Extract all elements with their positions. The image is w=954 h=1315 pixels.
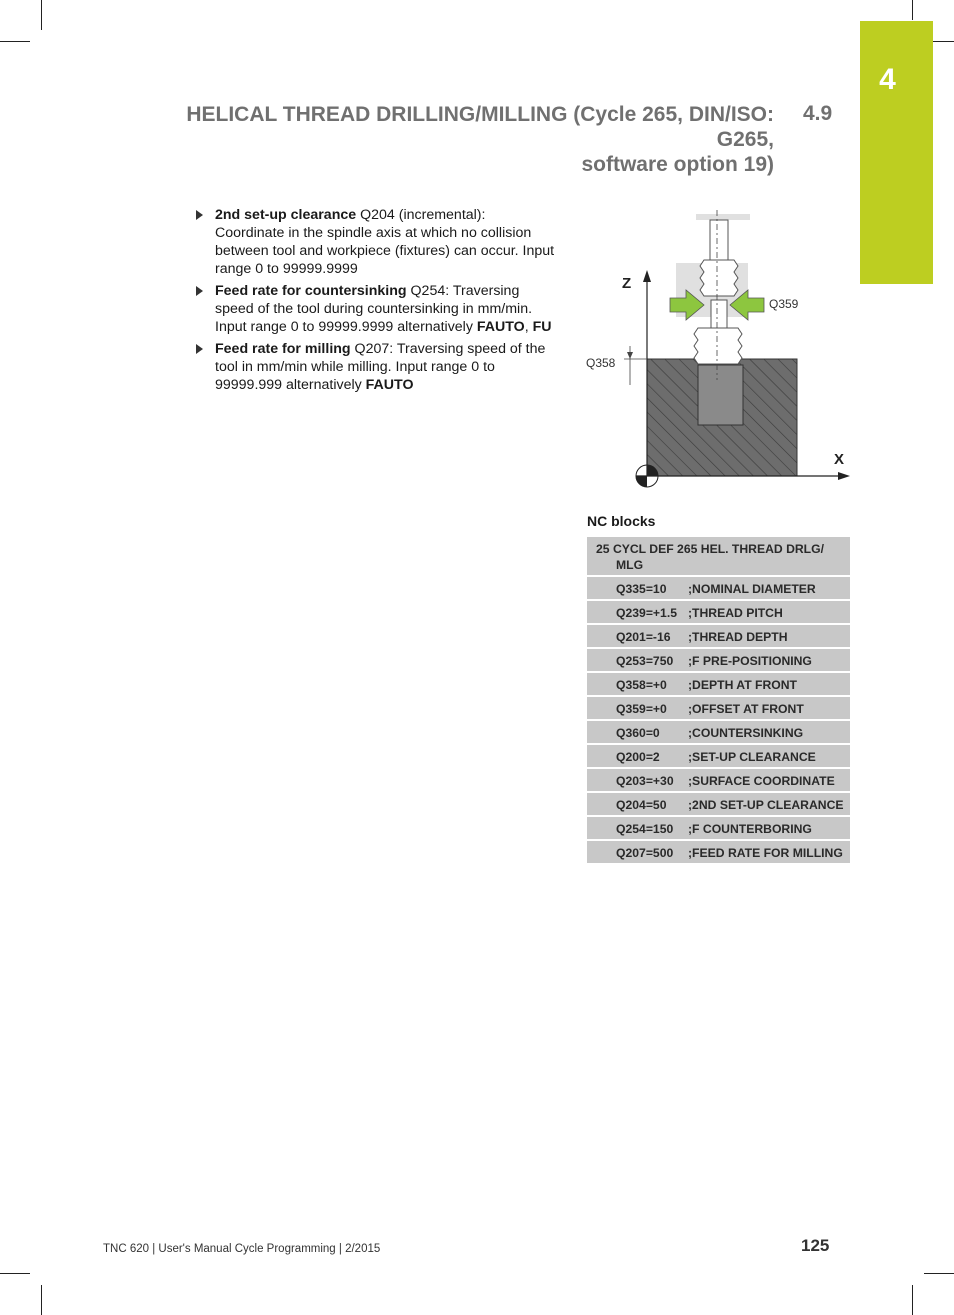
header-title-line2: software option 19) xyxy=(581,153,774,176)
nc-comment: ;DEPTH AT FRONT xyxy=(688,672,850,696)
x-axis-label: X xyxy=(834,451,845,468)
nc-code: Q359=+0 xyxy=(587,696,688,720)
table-row xyxy=(587,720,850,744)
crop-mark xyxy=(41,1285,42,1315)
page-number: 125 xyxy=(801,1236,830,1255)
figure-svg xyxy=(586,210,854,500)
nc-code: Q201=-16 xyxy=(587,624,688,648)
page-footer: TNC 620 | User's Manual Cycle Programming | 2/2015 xyxy=(103,1243,381,1255)
table-row xyxy=(587,792,850,816)
origin-quadrant xyxy=(636,476,647,487)
param-sep: , xyxy=(524,319,533,335)
nc-code: Q200=2 xyxy=(587,744,688,768)
param-option: FAUTO xyxy=(476,319,525,335)
param-name: 2nd set-up clearance xyxy=(215,207,357,223)
page-header-title xyxy=(134,102,774,177)
bullet-triangle-icon xyxy=(196,344,203,354)
bullet-triangle-icon xyxy=(196,286,203,296)
nc-comment: ;SET-UP CLEARANCE xyxy=(688,744,850,768)
nc-comment: ;NOMINAL DIAMETER xyxy=(688,576,850,600)
dim-arrow-icon xyxy=(627,352,633,359)
q358-label: Q358 xyxy=(586,356,616,370)
table-row xyxy=(587,537,850,576)
table-row xyxy=(587,744,850,768)
q359-label: Q359 xyxy=(769,297,799,311)
thread-cutter-upper xyxy=(700,260,738,296)
crop-mark xyxy=(924,1273,954,1274)
nc-comment: ;FEED RATE FOR MILLING xyxy=(688,840,850,864)
nc-comment: ;F COUNTERBORING xyxy=(688,816,850,840)
param-item xyxy=(196,340,556,394)
crop-mark xyxy=(912,1285,913,1315)
nc-code: Q360=0 xyxy=(587,720,688,744)
parameter-list xyxy=(196,206,556,398)
param-desc: Q254: Traversing speed of the tool during countersinking in mm/min. Input range 0 to 99999.9999 alternatively xyxy=(215,283,533,335)
table-row xyxy=(587,840,850,864)
nc-comment: ;2ND SET-UP CLEARANCE xyxy=(688,792,850,816)
nc-head-line2: MLG xyxy=(616,558,644,572)
table-row xyxy=(587,672,850,696)
nc-blocks-title: NC blocks xyxy=(587,513,656,529)
crop-mark xyxy=(41,0,42,30)
nc-code: Q253=750 xyxy=(587,648,688,672)
table-row xyxy=(587,576,850,600)
nc-code: Q203=+30 xyxy=(587,768,688,792)
nc-code: Q204=50 xyxy=(587,792,688,816)
nc-comment: ;F PRE-POSITIONING xyxy=(688,648,850,672)
nc-comment: ;THREAD DEPTH xyxy=(688,624,850,648)
bullet-triangle-icon xyxy=(196,210,203,220)
chapter-number: 4 xyxy=(879,63,896,96)
table-row xyxy=(587,624,850,648)
param-name: Feed rate for milling xyxy=(215,341,351,357)
param-name: Feed rate for countersinking xyxy=(215,283,407,299)
nc-code: Q239=+1.5 xyxy=(587,600,688,624)
param-item xyxy=(196,206,556,278)
thread-cutter-lower xyxy=(694,328,742,364)
crop-mark xyxy=(0,1273,30,1274)
table-row xyxy=(587,696,850,720)
crop-mark xyxy=(912,0,913,20)
nc-code: Q358=+0 xyxy=(587,672,688,696)
x-axis-arrow-icon xyxy=(838,472,850,480)
param-option: FAUTO xyxy=(365,377,414,393)
nc-code: Q254=150 xyxy=(587,816,688,840)
table-row xyxy=(587,648,850,672)
chapter-tab xyxy=(860,21,933,284)
z-axis-label: Z xyxy=(622,275,632,292)
table-row xyxy=(587,768,850,792)
nc-code: Q335=10 xyxy=(587,576,688,600)
tool-shank xyxy=(710,220,728,260)
tool-neck xyxy=(711,300,727,330)
param-desc: Q204 (incremental): Coordinate in the spindle axis at which no collision between tool and workpiece (fixtures) can occur. Input range 0 to 99999.9999 xyxy=(215,207,555,277)
header-title-line1: HELICAL THREAD DRILLING/MILLING (Cycle 265, DIN/ISO: G265, xyxy=(186,103,774,151)
nc-blocks-table xyxy=(587,537,850,865)
nc-head-line1: 25 CYCL DEF 265 HEL. THREAD DRLG/ xyxy=(596,542,824,556)
param-option: FU xyxy=(532,319,552,335)
thread-hole xyxy=(698,365,743,425)
nc-comment: ;COUNTERSINKING xyxy=(688,720,850,744)
nc-comment: ;OFFSET AT FRONT xyxy=(688,696,850,720)
param-item xyxy=(196,282,556,336)
tool-holder xyxy=(696,214,750,220)
param-desc: Q207: Traversing speed of the tool in mm/min while milling. Input range 0 to 99999.999 alternatively xyxy=(215,341,546,393)
table-row xyxy=(587,816,850,840)
nc-comment: ;SURFACE COORDINATE xyxy=(688,768,850,792)
thread-milling-figure xyxy=(586,210,854,500)
nc-head-cell xyxy=(587,537,850,576)
z-axis-arrow-icon xyxy=(643,270,651,282)
section-number: 4.9 xyxy=(803,102,833,125)
crop-mark xyxy=(0,41,30,42)
nc-code: Q207=500 xyxy=(587,840,688,864)
nc-comment: ;THREAD PITCH xyxy=(688,600,850,624)
table-row xyxy=(587,600,850,624)
